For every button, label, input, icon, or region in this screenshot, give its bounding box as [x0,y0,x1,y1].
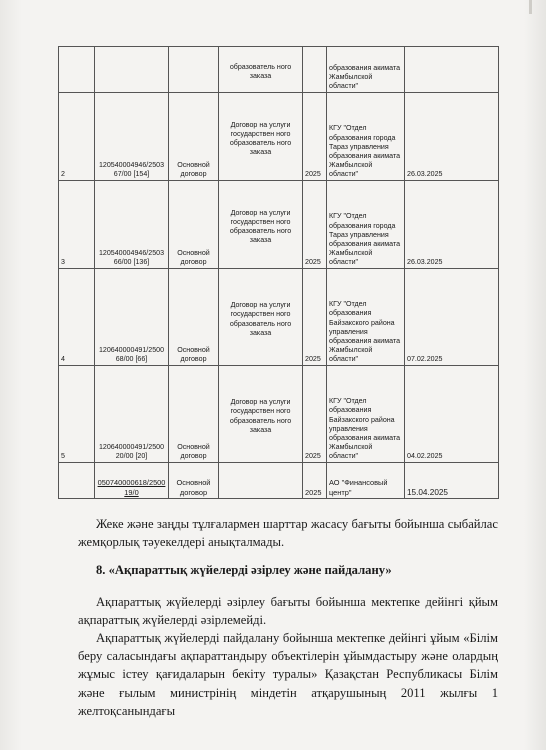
contract-subject: Договор на услуги государствен ного образователь ного заказа [219,181,303,269]
paragraph-contracts-risks [78,515,498,551]
contract-organization: АО "Финансовый центр" [327,463,405,499]
contract-year: 2025 [303,366,327,463]
contract-year: 2025 [303,269,327,366]
contract-organization: КГУ "Отдел образования Байзакского района управления образования акимата Жамбылской области" [327,366,405,463]
contract-year: 2025 [303,463,327,499]
contract-subject: образователь ного заказа [219,47,303,93]
contract-kind: Основной договор [169,366,219,463]
scan-edge-mark [529,0,532,14]
table-row [59,463,499,499]
table-row [59,366,499,463]
table-row [59,47,499,93]
contract-organization: КГУ "Отдел образования города Тараз управления образования акимата Жамбылской области" [327,181,405,269]
contract-number: 120640000491/250020/00 [20] [95,366,169,463]
contract-date [405,47,499,93]
contract-date: 15.04.2025 [405,463,499,499]
paragraph-text: Ақпараттық жүйелерді пайдалану бойынша мектепке дейінгі ұйым «Білім беру саласындағы ақпараттандыру объектілерін ұйымдастыру және олардың жұмыс істеу қағидаларын бекіту туралы» Қазақстан Республикасы Білім және ғылым министрінің міндетін атқарушының 2011 жылғы 1 желтоқсанындағы [78,631,498,718]
contract-kind: Основной договор [169,463,219,499]
contract-date: 26.03.2025 [405,181,499,269]
row-number: 3 [59,181,95,269]
contract-organization: КГУ "Отдел образования города Тараз управления образования акимата Жамбылской области" [327,93,405,181]
contract-kind: Основной договор [169,181,219,269]
contract-year: 2025 [303,93,327,181]
paragraph-text: Жеке және заңды тұлғалармен шарттар жасасу бағыты бойынша сыбайлас жемқорлық тәуекелдері анықталмады. [78,517,498,550]
contract-organization: образования акимата Жамбылской области" [327,47,405,93]
row-number [59,47,95,93]
contract-organization: КГУ "Отдел образования Байзакского района управления образования акимата Жамбылской области" [327,269,405,366]
contract-subject: Договор на услуги государствен ного образователь ного заказа [219,93,303,181]
contract-number: 050740000618/250019/0 [95,463,169,499]
contract-date: 07.02.2025 [405,269,499,366]
row-number: 5 [59,366,95,463]
contract-subject: Договор на услуги государствен ного образователь ного заказа [219,366,303,463]
table-row [59,269,499,366]
contract-date: 26.03.2025 [405,93,499,181]
row-number: 2 [59,93,95,181]
row-number [59,463,95,499]
contracts-table [58,46,499,499]
table-row [59,181,499,269]
contract-subject [219,463,303,499]
paragraph-is-development [78,593,498,629]
table-row [59,93,499,181]
contract-number [95,47,169,93]
contract-kind: Основной договор [169,93,219,181]
contract-date: 04.02.2025 [405,366,499,463]
contract-year [303,47,327,93]
contract-kind [169,47,219,93]
contract-number: 120540004946/250366/00 [136] [95,181,169,269]
row-number: 4 [59,269,95,366]
contract-number: 120540004946/250367/00 [154] [95,93,169,181]
contract-kind: Основной договор [169,269,219,366]
contract-number: 120640000491/250068/00 [66] [95,269,169,366]
section-heading: 8. «Ақпараттық жүйелерді әзірлеу және пайдалану» [96,563,392,577]
contract-subject: Договор на услуги государствен ного образователь ного заказа [219,269,303,366]
paragraph-is-usage [78,629,498,720]
paragraph-text: Ақпараттық жүйелерді әзірлеу бағыты бойынша мектепке дейінгі қйым ақпараттық жүйелерді әзірлемейді. [78,595,498,628]
contract-year: 2025 [303,181,327,269]
